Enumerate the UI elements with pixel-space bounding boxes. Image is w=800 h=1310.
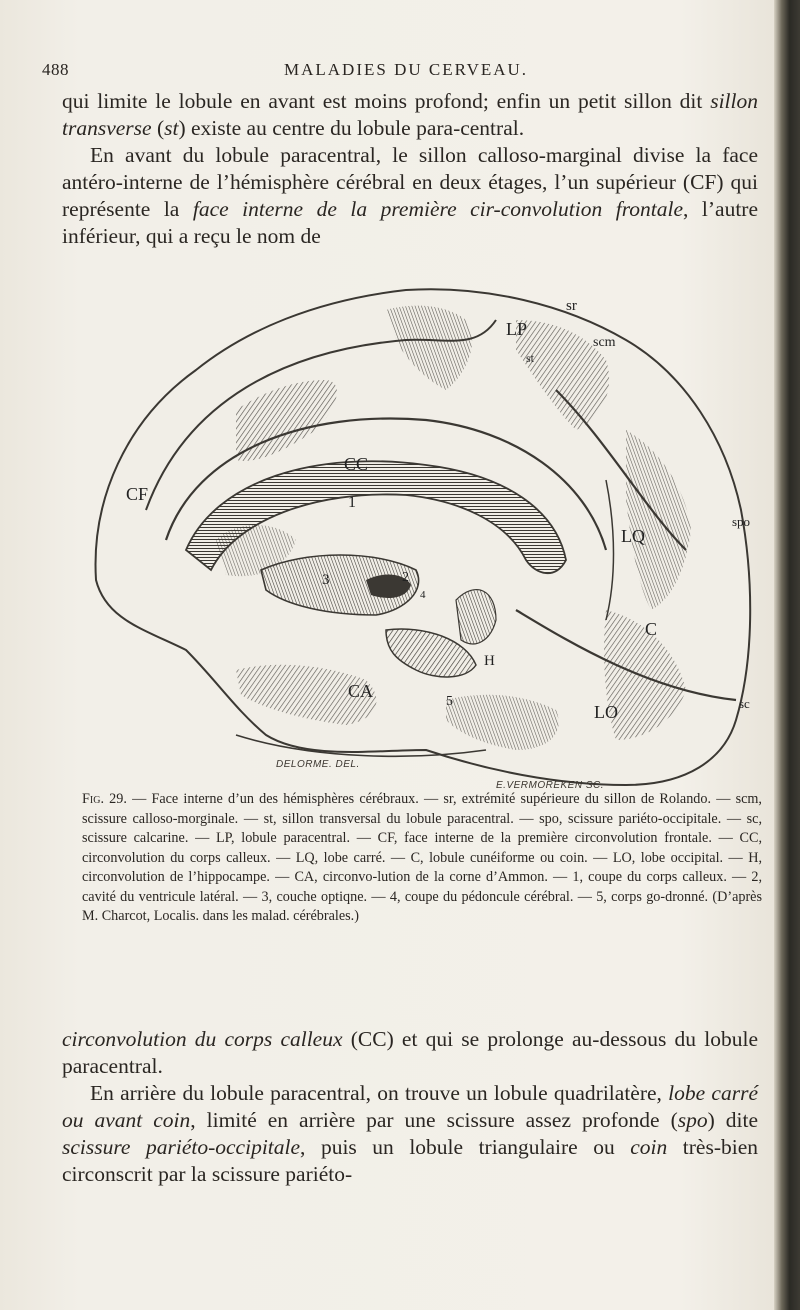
brain-figure [86,280,776,790]
italic-abbr: st [164,116,179,140]
paragraph: En avant du lobule paracentral, le sillon calloso-marginal divise la face antéro-interne de l’hémisphère cérébral en deux étages, l’un supérieur (CF) qui représente la face interne de la première cir-convolution frontale, l’autre inférieur, qui a reçu le nom de [62,143,758,248]
label-st: st [526,351,535,365]
italic-term: scissure pariéto-occipitale [62,1135,301,1159]
label-LP: LP [506,319,528,339]
body-text-top [62,88,758,250]
page-header [42,60,762,86]
label-CA: CA [348,681,374,701]
page-number: 488 [42,60,69,79]
label-1: 1 [348,494,356,511]
book-binding-edge [774,0,800,1310]
body-text-bottom [62,1026,758,1188]
caption-text: — Face interne d’un des hémisphères cérébraux. — sr, extrémité supérieure du sillon de Rolando. — scm, scissure calloso-morginale. — st, sillon transversal du lobule paracentral. — spo, scissure pariéto-occipitale. — sc, scissure calcarine. — LP, lobule paracentral. — CF, face interne de la première circonvolution frontale. — CC, circonvolution du corps calleux. — LQ, lobe carré. — C, lobule cunéiforme ou coin. — LO, lobe occipital. — H, circonvolution de l’hippocampe. — CA, circonvo-lution de la corne d’Ammon. — 1, coupe du corps calleux. — 2, cavité du ventricule latéral. — 3, couche optiqne. — 4, coupe du pédoncule cérébral. — 5, corps go-dronné. (D’après M. Charcot, Localis. dans les malad. cérébrales.) [82,791,762,924]
label-H: H [484,653,495,669]
label-spo: spo [732,514,751,529]
brain-engraving [86,280,776,790]
running-head: MALADIES DU CERVEAU. [284,60,529,79]
label-2: 2 [402,570,409,585]
engraver-signature: E.VERMOREKEN SC. [496,780,605,790]
label-C: C [645,619,658,639]
italic-term: sillon transverse [62,89,758,140]
label-5: 5 [446,694,453,709]
label-sc: sc [739,696,750,711]
label-CC: CC [344,454,369,474]
label-CF: CF [126,484,149,504]
label-scm: scm [593,335,616,350]
figure-number: Fig. 29. [82,791,127,807]
label-LQ: LQ [621,526,645,546]
label-sr: sr [566,298,577,314]
paragraph: qui limite le lobule en avant est moins profond; enfin un petit sillon dit sillon transverse (st) existe au centre du lobule para-central. [62,89,758,140]
paragraph: circonvolution du corps calleux (CC) et qui se prolonge au-dessous du lobule paracentral. [62,1027,758,1078]
italic-abbr: spo [677,1108,708,1132]
italic-term: lobe carré ou avant coin [62,1081,758,1132]
italic-term: face interne de la première cir-convolution frontale [192,197,684,221]
italic-term: coin [630,1135,668,1159]
italic-term: circonvolution du corps calleux [62,1027,343,1051]
label-LO: LO [594,702,618,722]
figure-caption [82,790,762,927]
label-3: 3 [322,572,330,588]
artist-signature: DELORME. DEL. [276,759,360,770]
label-4: 4 [420,589,426,601]
paragraph: En arrière du lobule paracentral, on trouve un lobule quadrilatère, lobe carré ou avant coin, limité en arrière par une scissure assez profonde (spo) dite scissure pariéto-occipitale, puis un lobule triangulaire ou coin très-bien circonscrit par la scissure pariéto- [62,1081,759,1186]
